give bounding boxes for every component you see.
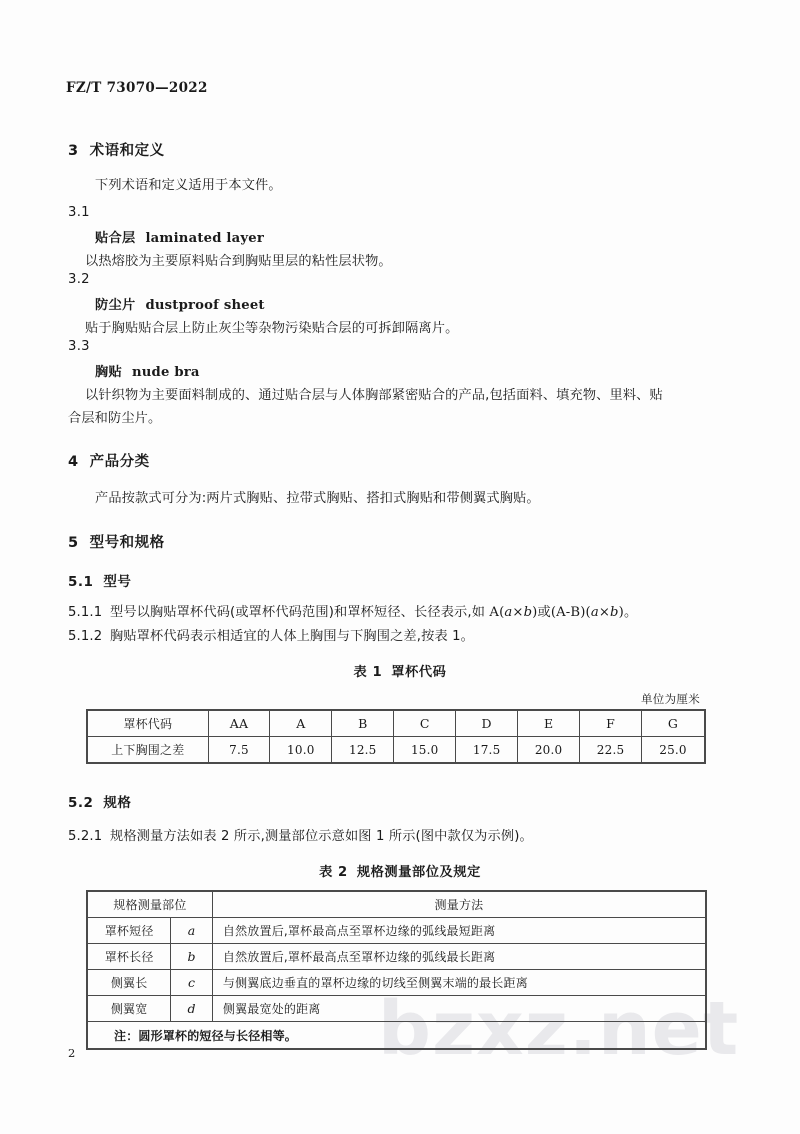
table-2-part-2: 侧翼长: [87, 970, 171, 996]
term-3-3-en: nude bra: [131, 365, 200, 380]
table-1-value-6: 22.5: [580, 737, 642, 764]
section-5-2-number: 5.2: [68, 795, 94, 811]
clause-5-1-1: [68, 601, 637, 624]
table-measurement-positions: [86, 890, 707, 1050]
table-1-code-0: AA: [208, 710, 270, 737]
table-1-caption-number: 表 1: [353, 665, 383, 680]
section-5-1-number: 5.1: [68, 574, 94, 590]
table-2-method-3: 侧翼最宽处的距离: [212, 996, 706, 1022]
definition-3-3-line-2: 合层和防尘片。: [68, 411, 162, 426]
table-1-value-3: 15.0: [394, 737, 456, 764]
definition-3-3-line-1: 以针织物为主要面料制成的、通过贴合层与人体胸部紧密贴合的产品,包括面料、填充物、里料、贴: [85, 388, 663, 403]
watermark: bzxz.net: [378, 986, 740, 1072]
clause-5-1-1-formula-1: A(a×b): [489, 605, 538, 620]
table-1-row-header-0: 罩杯代码: [87, 710, 208, 737]
table-1-code-5: E: [518, 710, 580, 737]
table-row: [87, 710, 705, 737]
table-1-code-3: C: [394, 710, 456, 737]
term-3-1-cn: 贴合层: [95, 231, 136, 246]
table-2-method-0: 自然放置后,罩杯最高点至罩杯边缘的弧线最短距离: [212, 918, 706, 944]
table-2-symbol-0: a: [171, 918, 213, 944]
table-row: [87, 1022, 706, 1050]
table-2-note: 注：圆形罩杯的短径与长径相等。: [87, 1022, 706, 1050]
section-5-1-title: 型号: [103, 574, 132, 590]
table-2-caption: [0, 861, 800, 880]
section-4-body: 产品按款式可分为:两片式胸贴、拉带式胸贴、搭扣式胸贴和带侧翼式胸贴。: [95, 491, 540, 506]
section-4-title: 产品分类: [89, 454, 150, 470]
heading-section-5: [68, 531, 165, 552]
clause-5-1-1-label: 5.1.1: [68, 605, 103, 620]
table-2-header-method: 测量方法: [212, 891, 706, 918]
definition-3-2: 贴于胸贴贴合层上防止灰尘等杂物污染贴合层的可拆卸隔离片。: [85, 321, 459, 336]
table-cup-codes: [86, 709, 706, 764]
term-3-2: [95, 294, 265, 313]
table-2-part-3: 侧翼宽: [87, 996, 171, 1022]
table-1-value-0: 7.5: [208, 737, 270, 764]
table-1-value-7: 25.0: [642, 737, 705, 764]
table-1-code-2: B: [332, 710, 394, 737]
table-1-value-5: 20.0: [518, 737, 580, 764]
term-3-1-en: laminated layer: [145, 231, 264, 246]
table-1-caption: [0, 661, 800, 680]
table-2-symbol-3: d: [171, 996, 213, 1022]
table-2-caption-title: 规格测量部位及规定: [356, 865, 481, 880]
table-1-unit-note: 单位为厘米: [641, 692, 700, 706]
section-5-number: 5: [68, 535, 79, 551]
section-5-2-title: 规格: [103, 795, 132, 811]
clause-5-1-1-formula-2: (A-B)(a×b): [550, 605, 624, 620]
clause-number-3-1: 3.1: [68, 205, 90, 220]
term-3-2-cn: 防尘片: [95, 298, 136, 313]
table-1-code-4: D: [456, 710, 518, 737]
table-2-symbol-2: c: [171, 970, 213, 996]
clause-5-2-1: [68, 825, 533, 848]
table-row: [87, 944, 706, 970]
clause-5-1-1-text-end: 。: [623, 605, 638, 620]
table-2-header-part: 规格测量部位: [87, 891, 212, 918]
table-row: [87, 996, 706, 1022]
table-1-value-4: 17.5: [456, 737, 518, 764]
table-1-code-7: G: [642, 710, 705, 737]
heading-section-3: [68, 139, 165, 160]
running-head: FZ/T 73070—2022: [66, 80, 208, 96]
section-4-number: 4: [68, 454, 79, 470]
section-5-title: 型号和规格: [89, 535, 165, 551]
section-3-title: 术语和定义: [89, 143, 165, 159]
table-2-part-1: 罩杯长径: [87, 944, 171, 970]
section-3-number: 3: [68, 143, 79, 159]
term-3-3-cn: 胸贴: [95, 365, 122, 380]
clause-number-3-3: 3.3: [68, 339, 90, 354]
table-1-caption-title: 罩杯代码: [391, 665, 447, 680]
term-3-1: [95, 227, 264, 246]
table-1-value-1: 10.0: [270, 737, 332, 764]
table-row: [87, 918, 706, 944]
table-2-symbol-1: b: [171, 944, 213, 970]
clause-5-2-1-text: 规格测量方法如表 2 所示,测量部位示意如图 1 所示(图中款仅为示例)。: [110, 829, 533, 844]
table-2-method-1: 自然放置后,罩杯最高点至罩杯边缘的弧线最长距离: [212, 944, 706, 970]
clause-5-1-2-label: 5.1.2: [68, 629, 103, 644]
term-3-2-en: dustproof sheet: [145, 298, 265, 313]
table-2-caption-number: 表 2: [319, 865, 348, 880]
table-1-code-1: A: [270, 710, 332, 737]
heading-section-5-2: [68, 791, 131, 811]
clause-5-1-1-text-mid: 或: [537, 605, 551, 620]
clause-5-2-1-label: 5.2.1: [68, 829, 103, 844]
table-row: [87, 970, 706, 996]
table-1-value-2: 12.5: [332, 737, 394, 764]
clause-5-1-1-text-pre: 型号以胸贴罩杯代码(或罩杯代码范围)和罩杯短径、长径表示,如: [110, 605, 490, 620]
term-3-3: [95, 361, 200, 380]
table-1-code-6: F: [580, 710, 642, 737]
table-row: [87, 737, 705, 764]
table-row: [87, 891, 706, 918]
clause-number-3-2: 3.2: [68, 272, 90, 287]
clause-5-1-2: [68, 625, 474, 648]
clause-5-1-2-text: 胸贴罩杯代码表示相适宜的人体上胸围与下胸围之差,按表 1。: [110, 629, 474, 644]
page-number: 2: [68, 1046, 76, 1060]
section-3-intro: 下列术语和定义适用于本文件。: [95, 178, 282, 193]
heading-section-4: [68, 450, 150, 471]
definition-3-1: 以热熔胶为主要原料贴合到胸贴里层的粘性层状物。: [85, 254, 392, 269]
table-2-method-2: 与侧翼底边垂直的罩杯边缘的切线至侧翼末端的最长距离: [212, 970, 706, 996]
table-2-part-0: 罩杯短径: [87, 918, 171, 944]
table-1-row-header-1: 上下胸围之差: [87, 737, 208, 764]
heading-section-5-1: [68, 570, 131, 590]
